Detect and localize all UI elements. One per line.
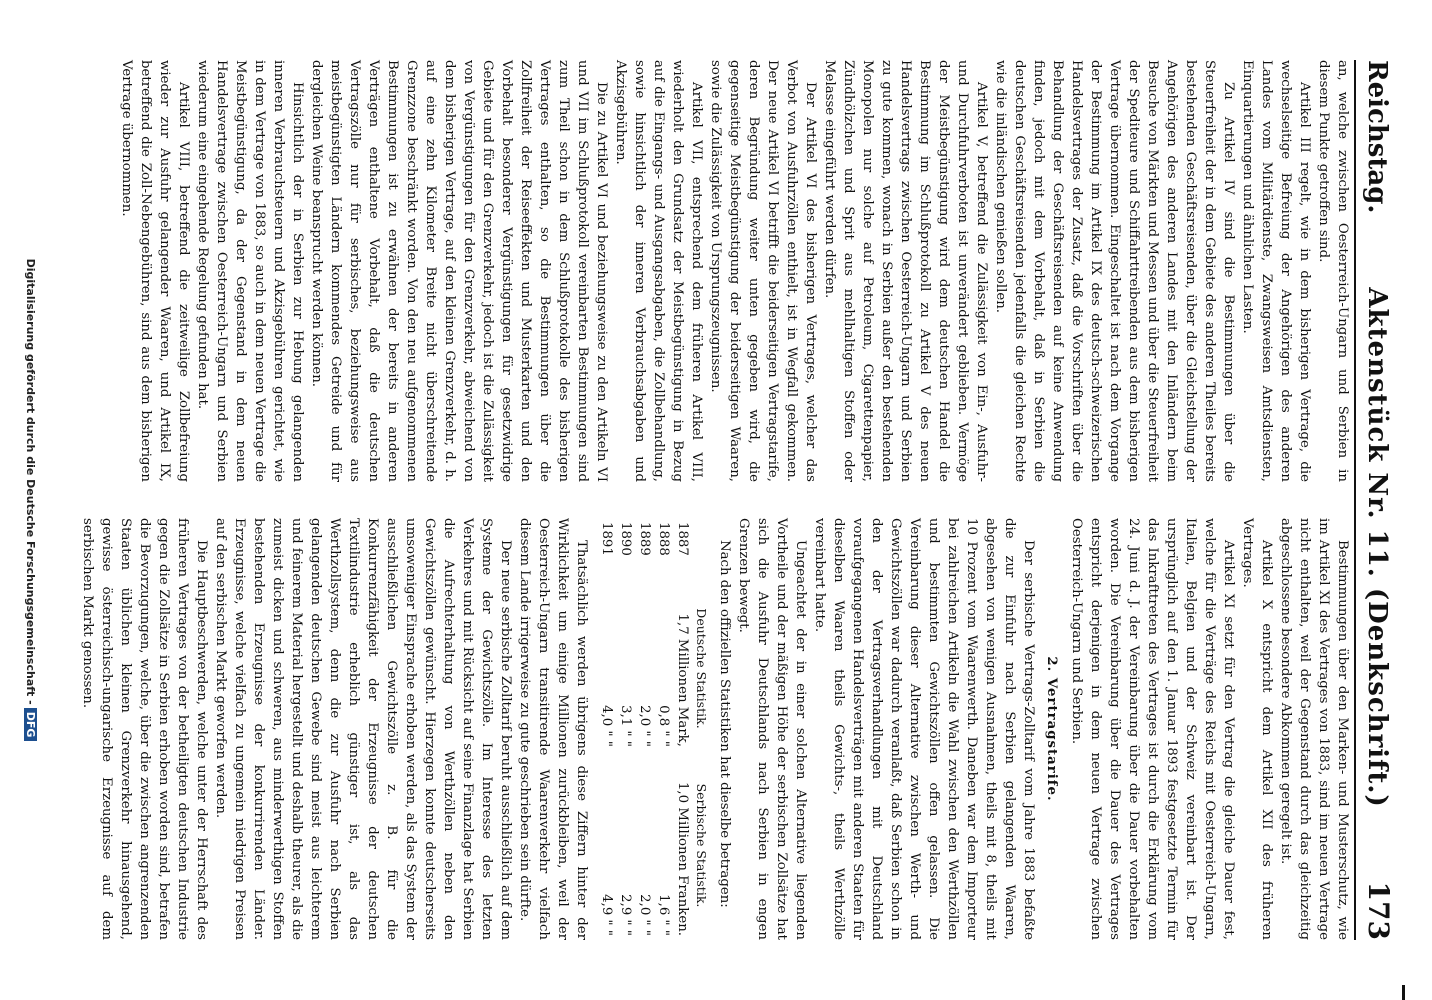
section-heading: 2. Vertragstarife. — [1044, 656, 1059, 802]
paragraph: Artikel VIII, betreffend die zeitweilige Zollbefreiung wieder zur Ausfuhr gelangender Waaren, und Artikel IX, betreffend die Zoll-Nebengebühren, sind aus dem bisherigen Vertrage übernommen. — [119, 60, 191, 482]
paragraph: Thatsächlich werden übrigens diese Ziffern hinter der Wirklichkeit um einige Millionen zurückbleiben, weil der Oesterreich-Ungarn transitirende Waarenverkehr vielfach diesem Lande irrigerweise zu gute geschrieben sein dürfte. — [517, 518, 589, 940]
paragraph: Artikel III regelt, wie in dem bisherigen Vertrage, die wechselseitige Befreiung der Angehörigen des anderen Landes vom Militärdienste, Zwangsweisen Amtsdiensten, Einquartierungen und ähnlichen Lasten. — [1240, 60, 1312, 482]
paragraph: Artikel X entspricht dem Artikel XII des früheren Vertrages. — [1240, 518, 1274, 940]
header-center: Aktenstück Nr. 11. (Denkschrift.) — [1362, 287, 1392, 808]
german-value-cell: 4,0 " " — [599, 705, 614, 747]
table-row — [673, 518, 692, 940]
paragraph: an, welche zwischen Oesterreich-Ungarn und Serbien in diesem Punkte getroffen sind. — [1316, 60, 1350, 482]
header-left: Reichstag. — [1362, 60, 1392, 214]
table-row — [654, 518, 673, 940]
paragraph: Die zu Artikel VI und beziehungsweise zu den Artikeln VI und VII im Schlußprotokoll vereinbarten Bestimmungen sind zum Theil schon in dem Schlußprotokolle des bisherigen Vertrages enthalten, so die Bestimmungen über die Zollfreiheit der Reiseeffekten und Musterkarten und den Vorbehalt besonderer Vergünstigungen für gesetzwidrige Gebiete und für den Grenzverkehr, jedoch ist die Zulässigkeit von Vergünstigungen für den Grenzverkehr, abweichend von dem bisherigen Vertrage, auf den kleinen Grenzverkehr, d. h. auf eine zehn Kilometer Breite nicht überschreitende Grenzzone beschränkt worden. Von den neu aufgenommenen Bestimmungen ist zu erwähnen der bereits in anderen Verträgen enthaltene Vorbehalt, daß die deutschen Vertragszölle nur für serbisches, beziehungsweise aus meistbegünstigten Ländern kommendes Getreide und für dergleichen Weine beansprucht werden können. — [309, 60, 609, 482]
table-header-cell: Serbische Statistik. — [694, 783, 709, 908]
dfg-logo: DFG — [24, 708, 37, 742]
year-cell: 1889 — [637, 522, 652, 556]
statistics-table — [597, 518, 711, 940]
column-right — [80, 518, 1352, 940]
paragraph: Der serbische Vertrags-Zolltarif vom Jahre 1883 befaßte die zur Einfuhr nach Serbien gelangenden Waaren, abgesehen von wenigen Ausnahmen, theils mit 8, theils mit 10 Prozent vom Waarenwerth. Daneben war dem Importeur bei zahlreichen Artikeln die Wahl zwischen den Werthzöllen und bestimmten Gewichtszöllen offen gelassen. Die Vereinbarung dieser Alternative zwischen Werth- und Gewichtszöllen war dadurch veranlaßt, daß Serbien schon in den der Vertragsverhandlungen mit Deutschland voraufgegangenen Handelsverträgen mit anderen Staaten für dieselben Waaren theils Gewichts-, theils Werthzölle vereinbart hatte. — [812, 518, 1036, 940]
digitization-credit — [13, 0, 37, 1000]
serbian-value-cell: 2,9 " " — [618, 894, 633, 936]
table-row — [635, 518, 654, 940]
german-value-cell: 1,7 Millionen Mark, — [675, 613, 690, 747]
year-cell: 1888 — [656, 522, 671, 556]
year-cell: 1891 — [599, 522, 614, 556]
paragraph: Bestimmungen über den Marken- und Musterschutz, wie im Artikel XI des Vertrages von 1883, sind im neuen Vertrage nicht enthalten, weil der Gegenstand durch das gleichzeitig abgeschlossene besondere Abkommen geregelt ist. — [1278, 518, 1350, 940]
year-cell: 1890 — [618, 522, 633, 556]
statistics-intro: Nach den offiziellen Statistiken hat dieselbe betragen: — [717, 540, 732, 908]
paragraph: Artikel V, betreffend die Zulässigkeit von Ein-, Ausfuhr- und Durchfuhrverboten ist unverändert geblieben. Vermöge der Meistbegünstigung wird dem deutschen Handel die Bestimmung im Schlußprotokoll zu Artikel V des neuen Handelsvertrags zwischen Oesterreich-Ungarn und Serbien zu gute kommen, wonach in Serbien außer den bestehenden Monopolen nur solche auf Petroleum, Cigarettenpapier, Zündhölzchen und Sprit aus mehlhaltigen Stoffen oder Melasse eingeführt werden dürfen. — [822, 60, 989, 482]
paragraph: Zu Artikel IV sind die Bestimmungen über die Steuerfreiheit der in dem Gebiete des anderen Theiles bereits bestehenden Geschäftsreisenden, über die Gleichstellung der Angehörigen des anderen Landes mit den Inländern beim Besuche von Märkten und Messen und über die Steuerfreiheit der Spediteure und Schiffahrttreibenden aus dem bisherigen Vertrage übernommen. Eingeschaltet ist nach dem Vorgange der Bestimmung im Artikel IX des deutsch-schweizerischen Handelsvertrages der Zusatz, daß die Vorschriften über die Behandlung der Geschäftsreisenden auf keine Anwendung finden, jedoch mit dem Vorbehalt, daß in Serbien die deutschen Geschäftsreisenden jedenfalls die gleichen Rechte wie die inländischen genießen sollen. — [993, 60, 1236, 482]
year-cell: 1887 — [675, 522, 690, 556]
text-columns — [80, 60, 1352, 940]
german-value-cell: 2,0 " " — [637, 705, 652, 747]
paragraph: Der Artikel VI des bisherigen Vertrages, welcher das Verbot von Ausfuhrzöllen enthielt, ist in Wegfall gekommen. Der neue Artikel VI betrifft die beiderseitigen Vertragstarife, deren Begründung weiter unten gegeben wird, die gegenseitige Meistbegünstigung der beiderseitigen Waaren, sowie die Zulässigkeit von Ursprungszeugnissen. — [708, 60, 818, 482]
german-value-cell: 0,8 " " — [656, 705, 671, 747]
paragraph: Die Hauptbeschwerden, welche unter der Herrschaft des früheren Vertrages von der betheiligten deutschen Industrie gegen die Zollsätze in Serbien erhoben worden sind, betrafen die Bevorzugungen, welche, über die zwischen angrenzenden Staaten üblichen kleinen Grenzverkehr hinausgehend, gewisse österreichisch-ungarische Erzeugnisse auf dem serbischen Markt genossen. — [80, 518, 209, 940]
german-value-cell: 3,1 " " — [618, 705, 633, 747]
serbian-value-cell: 2,0 " " — [637, 894, 652, 936]
paragraph: Artikel XI setzt für den Vertrag die gleiche Dauer fest, welche für die Verträge des Reichs mit Oesterreich-Ungarn, Italien, Belgien und der Schweiz vereinbart ist. Der ursprünglich auf den 1. Januar 1893 festgesetzte Termin für das Inkrafttreten des Vertrages ist durch die Erklärung vom 24. Juni d. J. der Vereinbarung über die Dauer vorbehalten worden. Die Vereinbarung über die Dauer des Vertrages entspricht derjenigen in dem neuen Vertrage zwischen Oesterreich-Ungarn und Serbien. — [1069, 518, 1236, 940]
table-header-row — [692, 518, 711, 940]
scan-edge-mark — [1402, 985, 1405, 1000]
serbian-value-cell: 4,9 " " — [599, 894, 614, 936]
paragraph: Hinsichtlich der in Serbien zur Hebung gelangenden inneren Verbrauchsteuern und Akzisgebühren gerichtet, wie in dem Vertrage von 1883, so auch in dem neuen Vertrage die Meistbegünstigung, da der Gegenstand in dem neuen Handelsvertrage zwischen Oesterreich-Ungarn und Serbien wiederum eine eingehende Regelung gefunden hat. — [195, 60, 305, 482]
column-left — [117, 60, 1352, 482]
serbian-value-cell: 1,0 Millionen Franken. — [675, 781, 690, 936]
table-row — [597, 518, 616, 940]
table-row — [616, 518, 635, 940]
paragraph: Artikel VII, entsprechend dem früheren Artikel VIII, wiederholt den Grundsatz der Meistbegünstigung in Bezug auf die Eingangs- und Ausgangsabgaben, die Zollbehandlung, sowie hinsichtlich der inneren Verbrauchsabgaben und Akzisgebühren. — [613, 60, 704, 482]
table-header-cell — [692, 518, 711, 586]
page-header — [1354, 60, 1424, 940]
paragraph: Der neue serbische Zolltarif beruht ausschließlich auf dem Systeme der Gewichtszölle. Im Interesse des letzten Verkehres und mit Rücksicht auf seine Finanzlage hat Serbien die Aufrechterhaltung von Werthzöllen neben den Gewichtszöllen gewünscht. Hierzegen konnte deutscherseits umsoweniger Einsprache erhoben werden, als das System der ausschließlichen Gewichtszölle z. B. für die Konkurrenzfähigkeit der Erzeugnisse der deutschen Textilindustrie erheblich günstiger ist, als das Werthzollsystem, denn die zur Ausfuhr nach Serbien gelangenden deutschen Gewebe sind meist aus leichterem und feinerem Material hergestellt und deshalb theurer, als die zumeist dicken und schweren, aus minderwerthigen Stoffen bestehenden Erzeugnisse der konkurrirenden Länder. Erzeugnisse, welche vielfach zu ungemein niedrigen Preisen auf den serbischen Markt geworfen werden. — [213, 518, 513, 940]
credit-text: Digitalisierung gefördert durch die Deutsche Forschungsgemeinschaft - — [24, 258, 37, 705]
serbian-value-cell: 1,6 " " — [656, 894, 671, 936]
paragraph: Ungeachtet der in einer solchen Alternative liegenden Vortheile und der mäßigen Höhe der serbischen Zollsätze hat sich die Ausfuhr Deutschlands nach Serbien in engen Grenzen bewegt. — [736, 518, 808, 940]
page-number: 173 — [1362, 881, 1395, 940]
table-header-cell: Deutsche Statistik. — [694, 608, 709, 729]
